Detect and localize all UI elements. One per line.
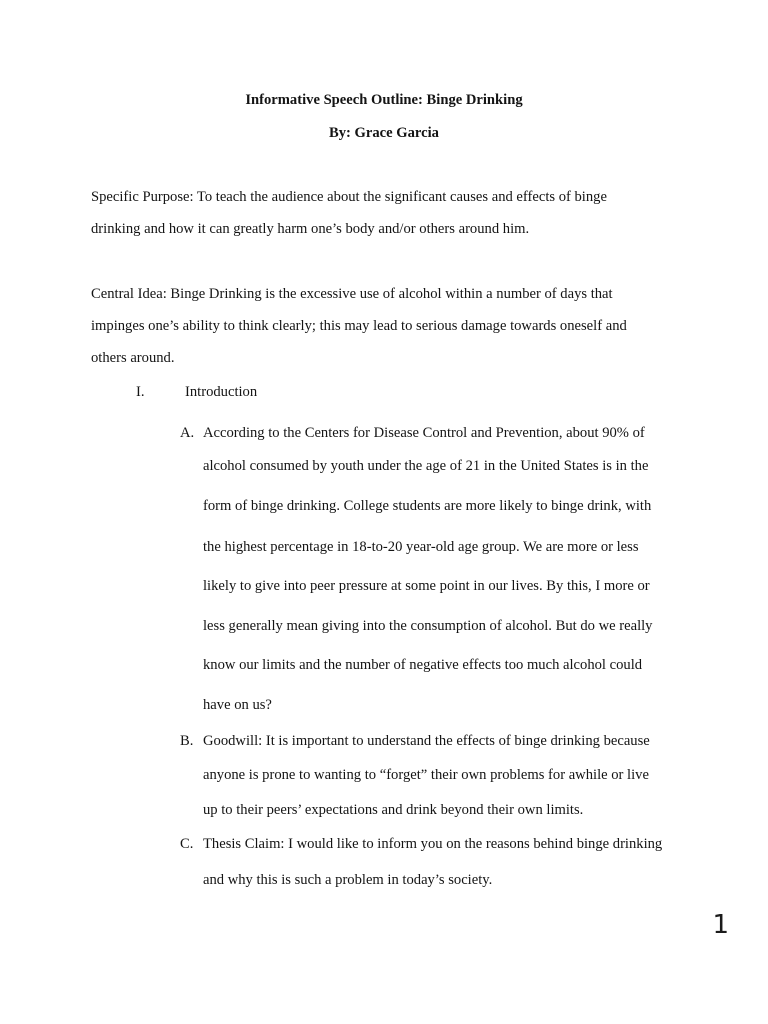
page-title: Informative Speech Outline: Binge Drinking [245,92,523,108]
central-idea-line: Central Idea: Binge Drinking is the excessive use of alcohol within a number of days that [91,286,613,302]
specific-purpose-line: drinking and how it can greatly harm one’s body and/or others around him. [91,221,530,237]
item-line: form of binge drinking. College students are more likely to binge drink, with [203,498,652,514]
item-marker: B. [180,733,194,749]
item-line: less generally mean giving into the consumption of alcohol. But do we really [203,618,653,634]
item-line: According to the Centers for Disease Control and Prevention, about 90% of [203,425,645,441]
specific-purpose-line: Specific Purpose: To teach the audience about the significant causes and effects of binge [91,189,607,205]
central-idea-line: impinges one’s ability to think clearly; this may lead to serious damage towards oneself and [91,318,627,334]
item-line: have on us? [203,697,272,713]
item-line: alcohol consumed by youth under the age of 21 in the United States is in the [203,458,649,474]
item-line: the highest percentage in 18-to-20 year-old age group. We are more or less [203,539,639,555]
item-line: and why this is such a problem in today’s society. [203,872,493,888]
item-line: likely to give into peer pressure at some point in our lives. By this, I more or [203,578,650,594]
item-marker: A. [180,425,195,441]
central-idea-line: others around. [91,350,175,366]
author-line: By: Grace Garcia [329,125,439,141]
item-line: Goodwill: It is important to understand the effects of binge drinking because [203,733,650,749]
item-line: know our limits and the number of negative effects too much alcohol could [203,657,643,673]
section-heading: Introduction [185,384,258,400]
item-marker: C. [180,836,194,852]
page-number: 1 [712,910,729,940]
section-numeral: I. [136,384,145,400]
item-line: anyone is prone to wanting to “forget” their own problems for awhile or live [203,767,649,783]
item-line: Thesis Claim: I would like to inform you on the reasons behind binge drinking [203,836,663,852]
item-line: up to their peers’ expectations and drink beyond their own limits. [203,802,584,818]
